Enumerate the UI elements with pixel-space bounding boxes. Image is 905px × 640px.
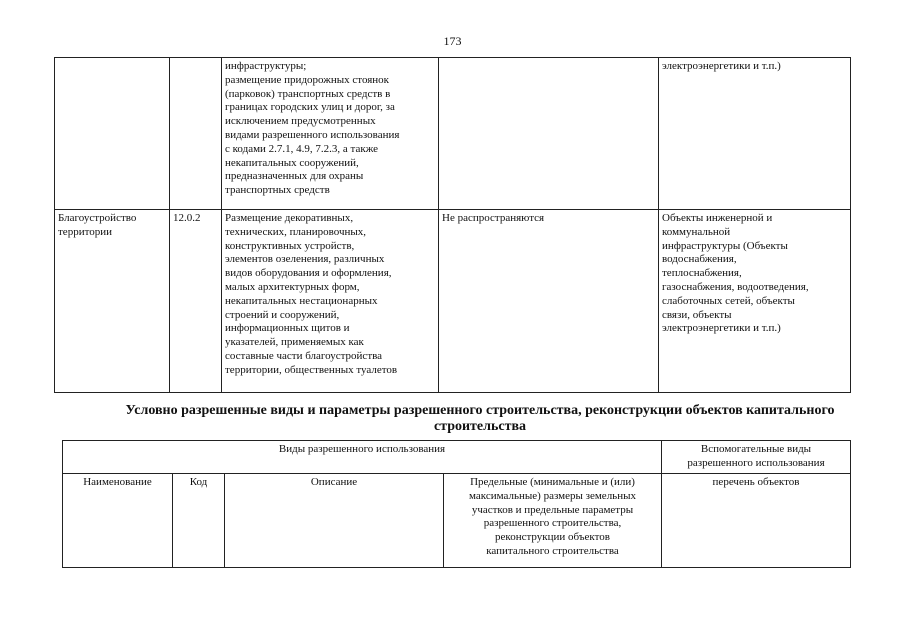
text-line: инфраструктуры (Объекты	[662, 239, 788, 252]
text-line: размещение придорожных стоянок	[225, 73, 390, 86]
text-line: электроэнергетики и т.п.)	[662, 60, 781, 72]
auxiliary-cell	[659, 58, 851, 210]
parameters-cell	[439, 58, 659, 210]
text-line: территории, общественных туалетов	[225, 363, 398, 376]
auxiliary-header	[662, 441, 851, 474]
text-line: связи, объекты	[662, 308, 732, 321]
text-line: участков и предельные параметры	[471, 503, 634, 516]
section-title-line: строительства	[433, 419, 527, 434]
parameters-cell: Не распространяются	[439, 210, 659, 393]
text-line: Вспомогательные виды	[700, 443, 812, 455]
text-line: электроэнергетики и т.п.)	[662, 322, 781, 335]
table-header-row	[63, 474, 851, 568]
text-line: разрешенного использования	[687, 456, 825, 469]
text-line: видами разрешенного использования	[225, 128, 400, 141]
conditional-use-table	[62, 440, 851, 568]
table-row	[55, 58, 851, 210]
text-line: территории	[58, 225, 113, 238]
text-line: предназначенных для охраны	[225, 170, 364, 183]
text-line: теплоснабжения,	[662, 267, 742, 280]
text-line: некапитальных нестационарных	[225, 294, 378, 307]
description-column-header: Описание	[225, 474, 444, 568]
text-line: Предельные (минимальные и (или)	[470, 476, 635, 488]
text-line: малых архитектурных форм,	[225, 280, 360, 293]
text-line: исключением предусмотренных	[225, 115, 376, 128]
text-line: капитального строительства	[486, 544, 619, 557]
code-column-header: Код	[173, 474, 225, 568]
land-use-table-continued	[54, 57, 851, 393]
name-column-header: Наименование	[63, 474, 173, 568]
table-row	[55, 210, 851, 393]
text-line: конструктивных устройств,	[225, 239, 355, 252]
aux-list-column-header: перечень объектов	[662, 474, 851, 568]
text-line: максимальные) размеры земельных	[469, 489, 636, 502]
code-cell: 12.0.2	[170, 210, 222, 393]
text-line: разрешенного строительства,	[483, 517, 622, 530]
section-title-line: Условно разрешенные виды и параметры разрешенного строительства, реконструкции объектов капитального	[125, 403, 835, 418]
text-line: некапитальных сооружений,	[225, 156, 359, 169]
use-types-header: Виды разрешенного использования	[63, 441, 662, 474]
text-line: Благоустройство	[58, 212, 137, 224]
table-header-row	[63, 441, 851, 474]
auxiliary-cell	[659, 210, 851, 393]
page-number: 173	[443, 34, 462, 48]
text-line: реконструкции объектов	[495, 531, 610, 544]
text-line: границах городских улиц и дорог, за	[225, 101, 395, 114]
text-line: слаботочных сетей, объекты	[662, 294, 795, 307]
name-cell	[55, 58, 170, 210]
text-line: коммунальной	[662, 225, 731, 238]
text-line: водоснабжения,	[662, 253, 737, 266]
description-cell	[222, 210, 439, 393]
text-line: элементов озеленения, различных	[225, 253, 385, 266]
text-line: видов оборудования и оформления,	[225, 267, 392, 280]
text-line: строений и сооружений,	[225, 308, 340, 321]
text-line: инфраструктуры;	[225, 60, 307, 72]
text-line: указателей, применяемых как	[225, 336, 364, 349]
text-line: технических, планировочных,	[225, 225, 367, 238]
description-cell	[222, 58, 439, 210]
text-line: Размещение декоративных,	[225, 212, 354, 224]
section-title	[60, 403, 900, 435]
name-cell	[55, 210, 170, 393]
text-line: (парковок) транспортных средств в	[225, 87, 391, 100]
text-line: составные части благоустройства	[225, 349, 383, 362]
text-line: с кодами 2.7.1, 4.9, 7.2.3, а также	[225, 142, 379, 155]
text-line: Объекты инженерной и	[662, 212, 773, 224]
text-line: транспортных средств	[225, 184, 330, 197]
parameters-column-header	[444, 474, 662, 568]
text-line: информационных щитов и	[225, 322, 350, 335]
text-line: газоснабжения, водоотведения,	[662, 280, 809, 293]
code-cell	[170, 58, 222, 210]
